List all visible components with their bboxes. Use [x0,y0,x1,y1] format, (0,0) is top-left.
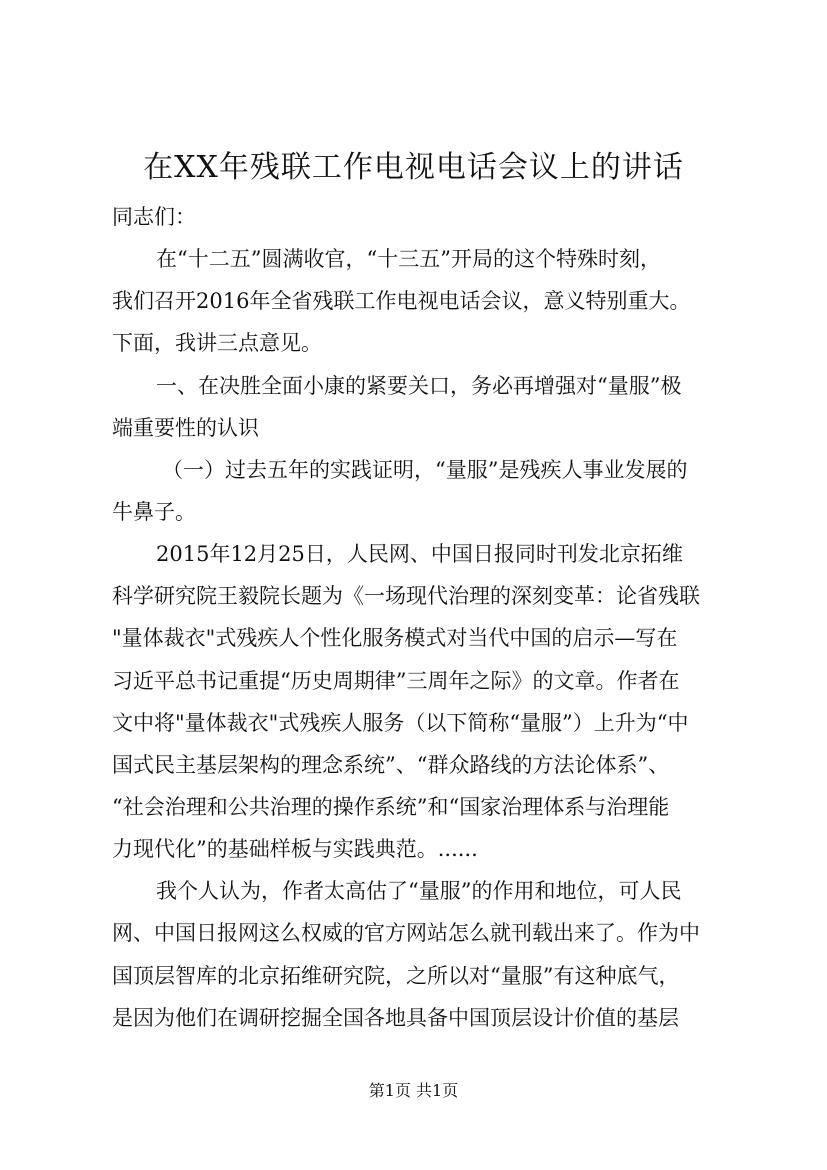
paragraph-line: 我们召开2016年全省残联工作电视电话会议，意义特别重大。 [112,289,691,314]
paragraph-line: 2015年12月25日，人民网、中国日报同时刊发北京拓维 [156,542,683,567]
page-number-footer: 第1页 共1页 [368,1081,459,1100]
document-title: 在XX年残联工作电视电话会议上的讲话 [143,150,684,185]
paragraph-line: 国式民主基层架构的理念系统”、“群众路线的方法论体系”、 [112,752,670,777]
salutation-line: 同志们： [112,205,196,229]
paragraph-line: 下面，我讲三点意见。 [112,331,322,356]
paragraph-line: 科学研究院王毅院长题为《一场现代治理的深刻变革：论省残联 [112,584,700,609]
paragraph-line: 文中将"量体裁衣"式残疾人服务（以下简称“量服”）上升为“中 [112,710,689,735]
paragraph-line: "量体裁衣"式残疾人个性化服务模式对当代中国的启示—写在 [112,626,678,651]
paragraph-line: 力现代化”的基础样板与实践典范。...... [112,837,478,862]
document-body [112,196,732,1039]
subsection-heading-line: 牛鼻子。 [112,499,196,524]
paragraph-line: 习近平总书记重提“历史周期律”三周年之际》的文章。作者在 [112,668,680,693]
paragraph-line: 国顶层智库的北京拓维研究院，之所以对“量服”有这种底气， [112,963,680,988]
subsection-heading-line: （一）过去五年的实践证明，“量服”是残疾人事业发展的 [162,457,688,482]
paragraph-line: 网、中国日报网这么权威的官方网站怎么就刊载出来了。作为中 [112,921,700,946]
paragraph-line: “社会治理和公共治理的操作系统”和“国家治理体系与治理能 [112,794,670,819]
paragraph-line: 在“十二五”圆满收官，“十三五”开局的这个特殊时刻， [156,247,661,272]
section-heading-line: 一、在决胜全面小康的紧要关口，务必再增强对“量服”极 [156,373,682,398]
paragraph-line: 我个人认为，作者太高估了“量服”的作用和地位，可人民 [156,879,682,904]
paragraph-line: 是因为他们在调研挖掘全国各地具备中国顶层设计价值的基层 [112,1005,679,1030]
section-heading-line: 端重要性的认识 [112,415,259,440]
